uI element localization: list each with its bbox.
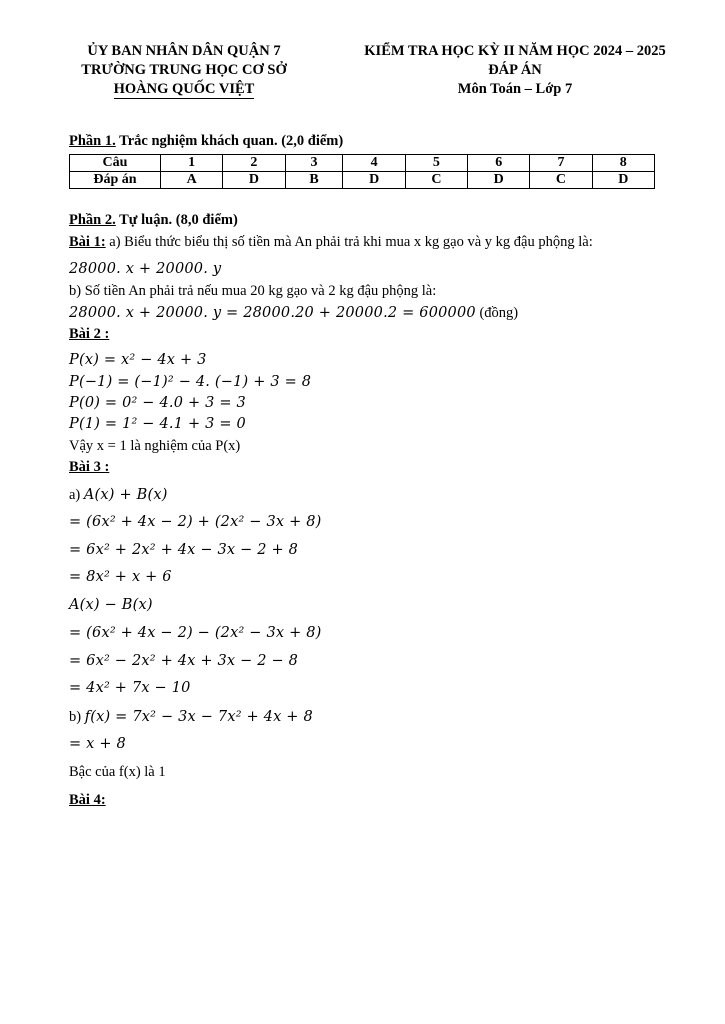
- bai1-b-unit: (đồng): [475, 305, 519, 321]
- answer-key-title: ĐÁP ÁN: [488, 62, 542, 78]
- bai4-label: Bài 4:: [69, 792, 106, 808]
- bai2-line: P(x) = x² − 4x + 3: [69, 352, 207, 368]
- bai2-line: P(1) = 1² − 4.1 + 3 = 0: [69, 416, 246, 432]
- question-cell: 4: [343, 155, 405, 172]
- bai2-label: Bài 2 :: [69, 326, 110, 342]
- bai3-line: = 6x² + 2x² + 4x − 3x − 2 + 8: [69, 542, 299, 558]
- bai1-a-line: [69, 234, 593, 251]
- bai3-line: = 4x² + 7x − 10: [69, 680, 191, 696]
- bai1-label: Bài 1:: [69, 234, 106, 250]
- bai3-a-line: [69, 486, 168, 504]
- district-committee: ỦY BAN NHÂN DÂN QUẬN 7: [87, 43, 281, 59]
- question-header-cell: Câu: [70, 155, 161, 172]
- bai3-conclusion: Bậc của f(x) là 1: [69, 764, 166, 780]
- part2-label: Phần 2.: [69, 212, 116, 228]
- part2-heading: [69, 212, 238, 229]
- answer-header-cell: Đáp án: [70, 172, 161, 189]
- question-cell: 6: [468, 155, 530, 172]
- bai3-line: = (6x² + 4x − 2) − (2x² − 3x + 8): [69, 625, 322, 641]
- bai3-b-expression: f(x) = 7x² − 3x − 7x² + 4x + 8: [84, 709, 313, 725]
- exam-title: KIỂM TRA HỌC KỲ II NĂM HỌC 2024 – 2025: [364, 43, 666, 59]
- bai3-line: = (6x² + 4x − 2) + (2x² − 3x + 8): [69, 514, 322, 530]
- school-type: TRƯỜNG TRUNG HỌC CƠ SỞ: [81, 62, 287, 78]
- bai3-line: A(x) − B(x): [69, 597, 153, 613]
- bai2-conclusion: Vậy x = 1 là nghiệm của P(x): [69, 438, 241, 454]
- bai3-label: Bài 3 :: [69, 459, 110, 475]
- question-cell: 7: [530, 155, 592, 172]
- bai1-a-expression: 28000. x + 20000. y: [69, 261, 222, 277]
- question-cell: 1: [161, 155, 223, 172]
- bai3-b-result: = x + 8: [69, 736, 126, 752]
- answer-cell: C: [405, 172, 467, 189]
- bai1-b-expression: 28000. x + 20000. y = 28000.20 + 20000.2 = 600000: [69, 305, 476, 321]
- bai3-line: = 8x² + x + 6: [69, 569, 172, 585]
- bai1-b-text: b) Số tiền An phải trả nếu mua 20 kg gạo và 2 kg đậu phộng là:: [69, 283, 437, 299]
- answer-table: [69, 154, 655, 189]
- answer-cell: A: [161, 172, 223, 189]
- answer-row: [70, 172, 655, 189]
- bai1-b-line: [69, 304, 518, 322]
- school-header: [58, 42, 310, 99]
- bai3-a-prefix: a): [69, 487, 84, 503]
- part1-title: Trắc nghiệm khách quan. (2,0 điểm): [115, 133, 344, 149]
- answer-cell: D: [468, 172, 530, 189]
- answer-cell: B: [285, 172, 343, 189]
- part2-title: Tự luận. (8,0 điểm): [115, 212, 238, 228]
- part1-heading: [69, 133, 343, 150]
- part1-label: Phần 1.: [69, 133, 116, 149]
- bai3-b-prefix: b): [69, 709, 85, 725]
- bai3-line: A(x) + B(x): [83, 487, 168, 503]
- exam-header: [340, 42, 690, 99]
- bai3-line: = 6x² − 2x² + 4x + 3x − 2 − 8: [69, 653, 299, 669]
- subject-grade: Môn Toán – Lớp 7: [457, 81, 573, 97]
- answer-cell: D: [223, 172, 285, 189]
- bai2-line: P(0) = 0² − 4.0 + 3 = 3: [69, 395, 246, 411]
- school-name: HOÀNG QUỐC VIỆT: [113, 81, 255, 97]
- bai3-b-line: [69, 708, 313, 726]
- question-cell: 3: [285, 155, 343, 172]
- question-cell: 2: [223, 155, 285, 172]
- answer-cell: D: [592, 172, 654, 189]
- bai2-line: P(−1) = (−1)² − 4. (−1) + 3 = 8: [69, 374, 312, 390]
- bai1-a-text: a) Biểu thức biểu thị số tiền mà An phải trả khi mua x kg gạo và y kg đậu phộng là:: [105, 234, 593, 250]
- question-cell: 8: [592, 155, 654, 172]
- question-row: [70, 155, 655, 172]
- answer-cell: D: [343, 172, 405, 189]
- answer-cell: C: [530, 172, 592, 189]
- question-cell: 5: [405, 155, 467, 172]
